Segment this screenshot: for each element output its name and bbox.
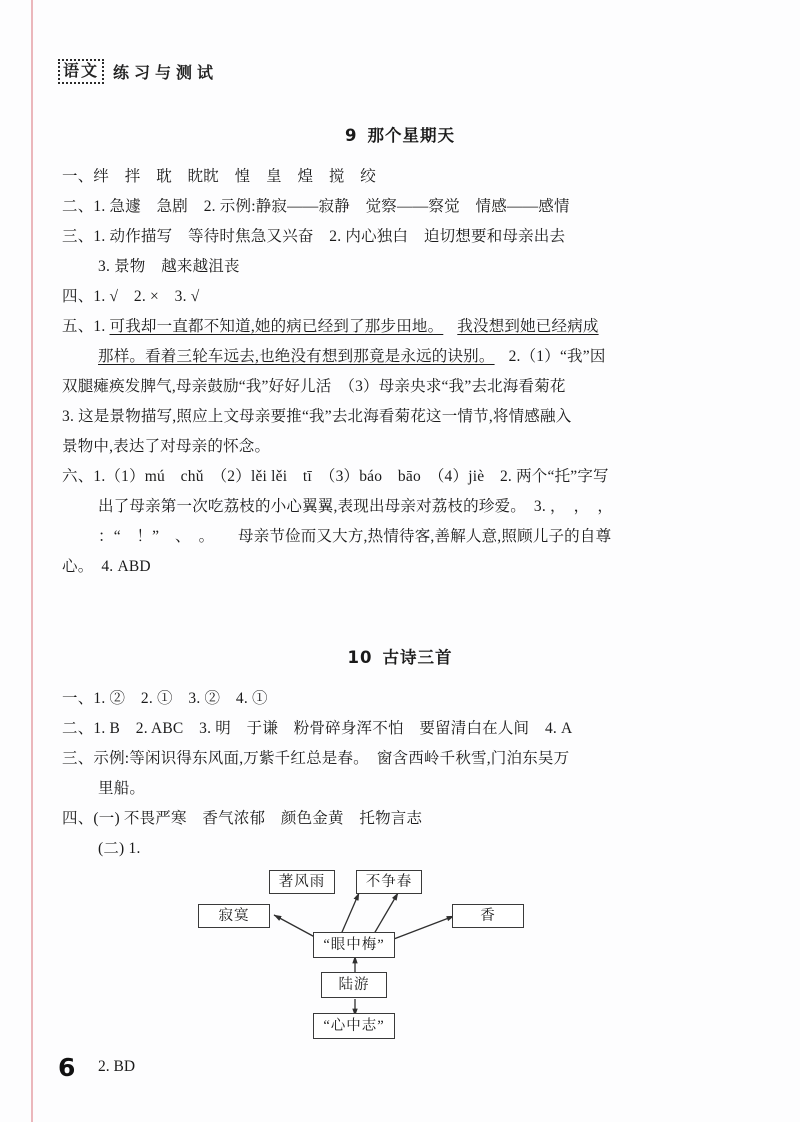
answer-line: 三、示例:等闲识得东风面,万紫千红总是春。 窗含西岭千秋雪,门泊东吴万: [62, 750, 570, 767]
answer-line: 景物中,表达了对母亲的怀念。: [62, 438, 271, 455]
answer-line: 二、1. 急遽 急剧 2. 示例:静寂——寂静 觉察——察觉 情感——感情: [62, 198, 570, 215]
lesson-name-9: 那个星期天: [367, 126, 455, 145]
answer-line-underlined-second: [62, 342, 738, 372]
lesson-number-9: 9: [345, 126, 358, 145]
answer-line: 四、(一) 不畏严寒 香气浓郁 颜色金黄 托物言志: [62, 810, 423, 827]
lesson-name-10: 古诗三首: [382, 648, 453, 667]
underlined-quote-2a: 我没想到她已经病成: [457, 318, 599, 335]
answer-line: 心。 4. ABD: [62, 558, 151, 575]
answer-line-label: 五、1.: [62, 318, 110, 335]
diagram-node-jimo: 寂寞: [198, 904, 270, 928]
masthead: [58, 59, 218, 84]
answer-line: 双腿瘫痪发脾气,母亲鼓励“我”好好儿活 （3）母亲央求“我”去北海看菊花: [62, 378, 566, 395]
diagram-node-yanzhongmei: “眼中梅”: [313, 932, 395, 958]
answer-line: 2. BD: [98, 1058, 136, 1075]
answer-line: 3. 景物 越来越沮丧: [98, 258, 240, 275]
diagram-node-zhuofengyu: 著风雨: [269, 870, 335, 894]
answer-line: 一、绊 拌 耽 眈眈 惶 皇 煌 搅 绞: [62, 168, 377, 185]
answer-line: 六、1.（1）mú chǔ （2）lěi lěi tī （3）báo bāo （4）jiè 2. 两个“托”字写: [62, 468, 609, 485]
underlined-quote-1: 可我却一直都不知道,她的病已经到了那步田地。: [109, 318, 444, 335]
concept-map-diagram: [62, 866, 738, 1038]
underlined-quote-2b: 那样。看着三轮车远去,也绝没有想到那竟是永远的诀别。: [98, 348, 495, 365]
answer-line: 出了母亲第一次吃荔枝的小心翼翼,表现出母亲对荔枝的珍爱。 3. ， ， ，: [98, 498, 614, 515]
diagram-node-xiang: 香: [452, 904, 524, 928]
page-number: 6: [58, 1053, 76, 1082]
answer-line: 四、1. √ 2. × 3. √: [62, 288, 200, 305]
answer-line: 3. 这是景物描写,照应上文母亲要推“我”去北海看菊花这一情节,将情感融入: [62, 408, 572, 425]
answer-line: ：“ ！” 、 。 母亲节俭而又大方,热情待客,善解人意,照顾儿子的自尊: [98, 528, 612, 545]
lesson-number-10: 10: [347, 648, 373, 667]
answer-line: 一、1. ② 2. ① 3. ② 4. ①: [62, 690, 268, 707]
diagram-node-xinzhongzhi: “心中志”: [313, 1013, 395, 1039]
diagram-node-luyou: 陆游: [321, 972, 387, 998]
answer-line: (二) 1.: [98, 840, 141, 857]
masthead-title: 练习与测试: [113, 63, 219, 83]
masthead-subject-badge: 语文: [58, 59, 104, 84]
page-content: [62, 122, 738, 1082]
page-left-rule: [31, 0, 33, 1122]
answer-line-underlined-first: [62, 312, 738, 342]
answer-line: 二、1. B 2. ABC 3. 明 于谦 粉骨碎身浑不怕 要留清白在人间 4. A: [62, 720, 573, 737]
lesson-title-9: [62, 122, 738, 146]
answer-line-tail: 2.（1）“我”因: [508, 348, 606, 365]
answer-line: 里船。: [98, 780, 146, 797]
answer-line: 三、1. 动作描写 等待时焦急又兴奋 2. 内心独白 迫切想要和母亲出去: [62, 228, 566, 245]
diagram-node-buzhengchun: 不争春: [356, 870, 422, 894]
lesson-title-10: [62, 644, 738, 668]
